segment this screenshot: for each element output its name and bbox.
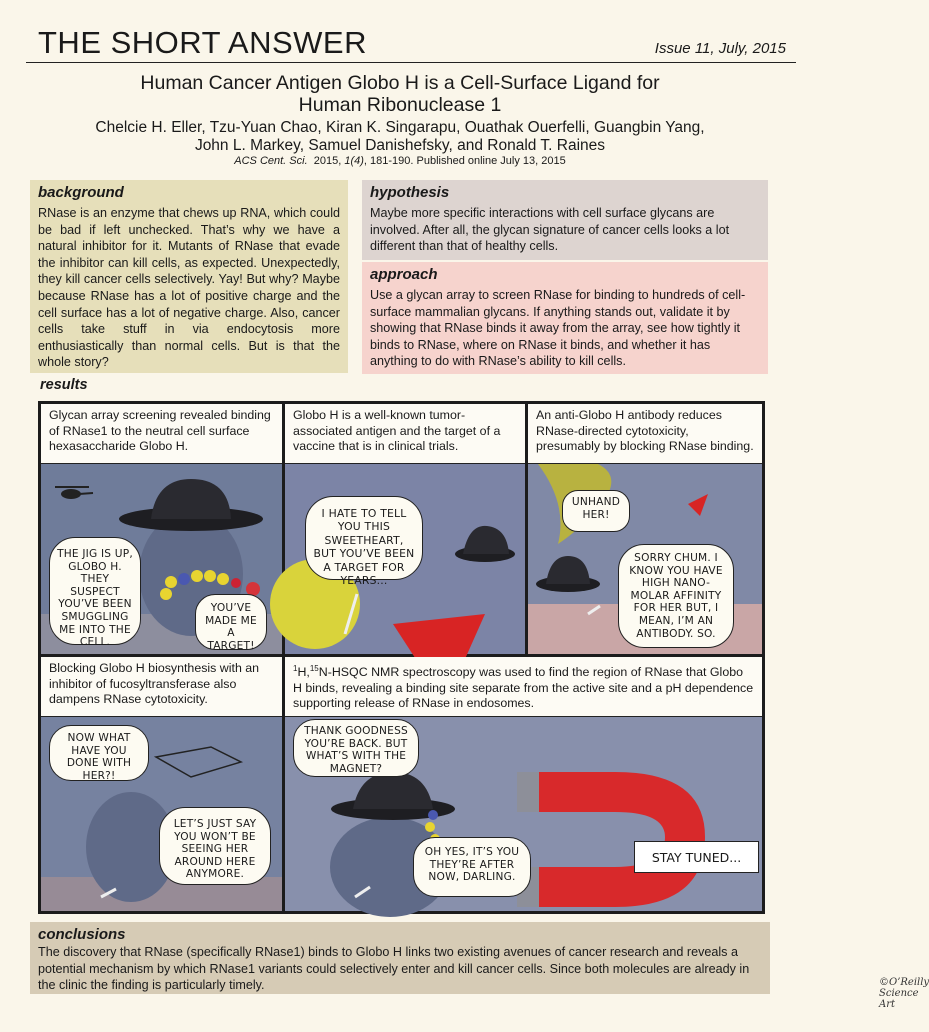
panel-5-caption-text: N-HSQC NMR spectroscopy was used to find the region of RNase that Globo H binds, revealing a binding site separate from the active site and a pH dependence supporting release of RNase in endosomes. <box>293 665 754 711</box>
results-heading: results <box>40 377 88 393</box>
background-heading: background <box>38 184 124 201</box>
authors <box>0 119 800 155</box>
approach-box <box>362 262 768 374</box>
comic-panel-2 <box>285 404 525 654</box>
paper-title-line-1: Human Cancer Antigen Globo H is a Cell-Surface Ligand for <box>140 72 660 94</box>
panel-5-caption-sup-1: 1 <box>293 664 298 673</box>
background-box <box>30 180 348 373</box>
hypothesis-box <box>362 180 768 260</box>
panel-4-bubble-1: NOW WHAT HAVE YOU DONE WITH HER?! <box>49 725 149 781</box>
approach-heading: approach <box>370 266 438 283</box>
issue-date: Issue 11, July, 2015 <box>654 40 786 57</box>
panel-5-caption-sup-2: 15 <box>309 664 319 673</box>
conclusions-box <box>30 922 770 994</box>
panel-1-bubble-1: THE JIG IS UP, GLOBO H. THEY SUSPECT YOU’VE BEEN SMUGGLING ME INTO THE CELL. <box>49 537 141 645</box>
conclusions-heading: conclusions <box>38 926 126 943</box>
panel-2-bubble-1: I HATE TO TELL YOU THIS SWEETHEART, BUT YOU’VE BEEN A TARGET FOR YEARS... <box>305 496 423 580</box>
conclusions-text: The discovery that RNase (specifically RNase1) binds to Globo H links two existing avenues of cancer research and reveals a potential mechanism by which RNase1 variants could selectively enter and kill cancer cells. Since both molecules are already in the clinic the finding is particularly timely. <box>38 945 750 992</box>
stay-tuned-box: STAY TUNED... <box>634 841 759 873</box>
authors-line-1: Chelcie H. Eller, Tzu-Yuan Chao, Kiran K. Singarapu, Ouathak Ouerfelli, Guangbin Yang, <box>95 119 705 136</box>
approach-text: Use a glycan array to screen RNase for binding to hundreds of cell-surface mammalian glycans. If anything stands out, validate it by showing that RNase binds it away from the array, see how tightly it binds to RNase, where on RNase it binds, and whether it has anything to do with RNase’s ability to kill cells. <box>370 288 746 369</box>
hypothesis-heading: hypothesis <box>370 184 450 201</box>
authors-line-2: John L. Markey, Samuel Danishefsky, and Ronald T. Raines <box>194 137 606 154</box>
panel-3-caption: An anti-Globo H antibody reduces RNase-directed cytotoxicity, presumably by blocking RNase binding. <box>528 404 762 464</box>
artist-signature: ©O’Reilly Science Art <box>879 977 929 1010</box>
panel-1-caption: Glycan array screening revealed binding of RNase1 to the neutral cell surface hexasaccharide Globo H. <box>41 404 282 464</box>
comic-panel-1 <box>41 404 282 654</box>
comic-panel-4 <box>41 657 282 911</box>
paper-title-line-2: Human Ribonuclease 1 <box>298 94 502 116</box>
panel-3-bubble-1: UNHAND HER! <box>562 490 630 532</box>
citation-rest: , 181-190. Published online July 13, 2015 <box>363 155 566 167</box>
citation <box>0 155 800 167</box>
panel-2-caption: Globo H is a well-known tumor-associated antigen and the target of a vaccine that is in clinical trials. <box>285 404 525 464</box>
paper-title <box>0 72 800 116</box>
hypothesis-text: Maybe more specific interactions with cell surface glycans are involved. After all, the glycan signature of cancer cells looks a lot different than that of healthy cells. <box>370 206 730 254</box>
citation-volume: 1(4) <box>344 155 364 167</box>
panel-3-bubble-2: SORRY CHUM. I KNOW YOU HAVE HIGH NANO-MOLAR AFFINITY FOR HER BUT, I MEAN, I’M AN ANTIBODY. SO. <box>618 544 734 648</box>
panel-5-bubble-2: OH YES, IT’S YOU THEY’RE AFTER NOW, DARLING. <box>413 837 531 897</box>
header-rule <box>26 62 796 63</box>
panel-4-bubble-2: LET’S JUST SAY YOU WON’T BE SEEING HER AROUND HERE ANYMORE. <box>159 807 271 885</box>
panel-5-bubble-1: THANK GOODNESS YOU’RE BACK. BUT WHAT’S WITH THE MAGNET? <box>293 719 419 777</box>
panel-5-caption-h: H, <box>297 665 310 680</box>
citation-year: 2015, <box>313 155 342 167</box>
background-text: RNase is an enzyme that chews up RNA, which could be bad if left unchecked. That’s why we have a natural inhibitor for it. Mutants of RNase that evade the inhibitor can kill cells, as expected. Unexpectedly, they kill cancer cells selectively. Yay! But why? Maybe because RNase has a lot of positive charge and the cell surface has a lot of negative charge. Also, cancer cells take stuff in via endocytosis more enthusiastically than normal cells. But is that the whole story? <box>38 206 340 370</box>
panel-5-caption <box>285 657 762 717</box>
citation-journal: ACS Cent. Sci. <box>234 155 308 167</box>
panel-4-caption: Blocking Globo H biosynthesis with an inhibitor of fucosyltransferase also dampens RNase cytotoxicity. <box>41 657 282 717</box>
panel-1-bubble-2: YOU’VE MADE ME A TARGET! <box>195 594 267 650</box>
comic-panel-3 <box>528 404 762 654</box>
masthead: THE SHORT ANSWER <box>38 25 367 60</box>
